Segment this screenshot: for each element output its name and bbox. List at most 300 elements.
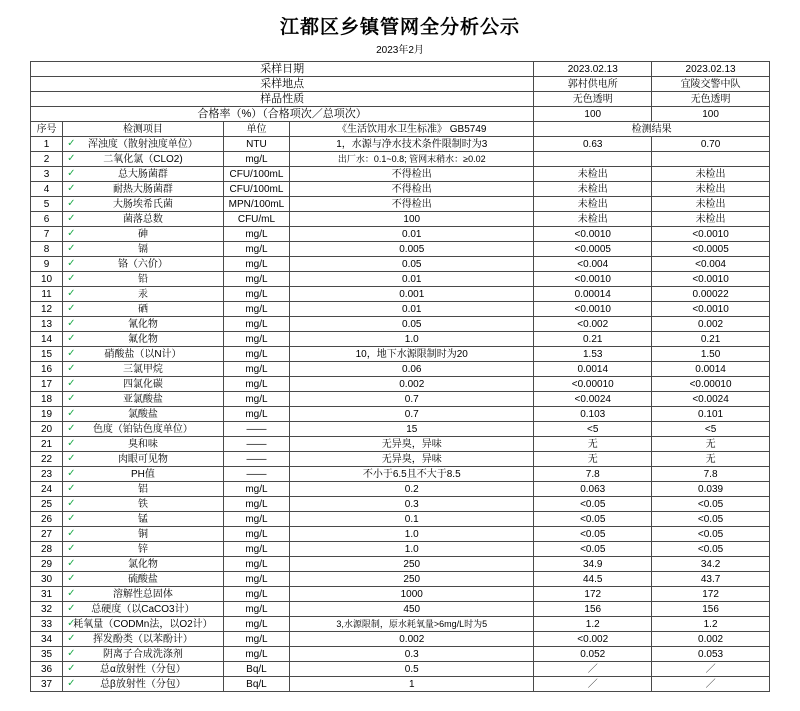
row-item-label: 锰 xyxy=(137,513,148,525)
checkmark-icon: ✓ xyxy=(67,498,76,509)
sample-place-col1: 郭村供电所 xyxy=(534,77,652,92)
row-standard: 15 xyxy=(290,422,534,437)
row-result-1: <0.0010 xyxy=(534,302,652,317)
row-item-label: 臭和味 xyxy=(127,438,158,450)
row-result-1: 7.8 xyxy=(534,467,652,482)
table-row xyxy=(31,227,770,242)
table-row xyxy=(31,587,770,602)
table-row xyxy=(31,647,770,662)
row-standard: 100 xyxy=(290,212,534,227)
checkmark-icon: ✓ xyxy=(67,663,76,674)
checkmark-icon: ✓ xyxy=(67,288,76,299)
checkmark-icon: ✓ xyxy=(67,528,76,539)
row-standard: 不小于6.5且不大于8.5 xyxy=(290,467,534,482)
row-result-1: <0.05 xyxy=(534,512,652,527)
row-unit: mg/L xyxy=(223,392,289,407)
row-result-2: 0.053 xyxy=(652,647,770,662)
row-standard: 不得检出 xyxy=(290,167,534,182)
row-unit: NTU xyxy=(223,137,289,152)
row-unit: —— xyxy=(223,437,289,452)
row-item-name xyxy=(63,347,224,362)
checkmark-icon: ✓ xyxy=(67,363,76,374)
row-unit: —— xyxy=(223,422,289,437)
checkmark-icon: ✓ xyxy=(67,393,76,404)
row-result-1: 未检出 xyxy=(534,182,652,197)
checkmark-icon: ✓ xyxy=(67,483,76,494)
row-result-2: 0.70 xyxy=(652,137,770,152)
table-row xyxy=(31,302,770,317)
row-result-1: 44.5 xyxy=(534,572,652,587)
row-index: 2 xyxy=(31,152,63,167)
row-item-name xyxy=(63,167,224,182)
row-index: 7 xyxy=(31,227,63,242)
row-index: 26 xyxy=(31,512,63,527)
row-item-label: 四氯化碳 xyxy=(122,378,163,390)
row-unit: mg/L xyxy=(223,377,289,392)
row-result-2: <0.05 xyxy=(652,497,770,512)
row-item-label: 大肠埃希氏菌 xyxy=(112,198,173,210)
row-standard: 0.005 xyxy=(290,242,534,257)
row-standard: 450 xyxy=(290,602,534,617)
table-row xyxy=(31,407,770,422)
row-item-label: 总硬度（以CaCO3计） xyxy=(91,603,195,615)
sample-place-row xyxy=(31,77,770,92)
row-item-name xyxy=(63,287,224,302)
row-standard: 0.002 xyxy=(290,632,534,647)
row-result-2: 未检出 xyxy=(652,212,770,227)
checkmark-icon: ✓ xyxy=(67,423,76,434)
row-result-1: ／ xyxy=(534,677,652,692)
sample-property-col2: 无色透明 xyxy=(652,92,770,107)
row-item-name xyxy=(63,602,224,617)
row-item-label: 铅 xyxy=(137,273,148,285)
row-item-name xyxy=(63,617,224,632)
row-item-label: 耗氧量（CODMn法，以O2计） xyxy=(73,618,213,630)
row-index: 30 xyxy=(31,572,63,587)
row-item-label: 铝 xyxy=(137,483,148,495)
row-unit: mg/L xyxy=(223,242,289,257)
row-unit: mg/L xyxy=(223,257,289,272)
row-unit: mg/L xyxy=(223,332,289,347)
row-index: 32 xyxy=(31,602,63,617)
row-result-1: <5 xyxy=(534,422,652,437)
row-unit: mg/L xyxy=(223,227,289,242)
row-item-label: PH值 xyxy=(130,468,155,480)
row-result-2: 0.0014 xyxy=(652,362,770,377)
table-row xyxy=(31,617,770,632)
row-item-label: 氰化物 xyxy=(127,318,158,330)
checkmark-icon: ✓ xyxy=(67,348,76,359)
col-header-item: 检测项目 xyxy=(63,122,224,137)
sample-place-label: 采样地点 xyxy=(31,77,534,92)
page-title: 江都区乡镇管网全分析公示 xyxy=(279,17,520,38)
row-item-label: 氯化物 xyxy=(127,558,158,570)
table-row xyxy=(31,332,770,347)
row-item-name xyxy=(63,587,224,602)
row-result-2: ／ xyxy=(652,662,770,677)
row-result-2: <0.0010 xyxy=(652,302,770,317)
row-result-2: 无 xyxy=(652,437,770,452)
row-item-label: 硝酸盐（以N计） xyxy=(104,348,182,360)
row-standard: 1.0 xyxy=(290,542,534,557)
row-item-name xyxy=(63,377,224,392)
checkmark-icon: ✓ xyxy=(67,258,76,269)
row-result-2: <0.0024 xyxy=(652,392,770,407)
row-standard: 0.01 xyxy=(290,272,534,287)
checkmark-icon: ✓ xyxy=(67,678,76,689)
checkmark-icon: ✓ xyxy=(67,243,76,254)
table-row xyxy=(31,662,770,677)
sample-date-col1: 2023.02.13 xyxy=(534,62,652,77)
row-result-1: 34.9 xyxy=(534,557,652,572)
row-item-label: 氯酸盐 xyxy=(127,408,158,420)
checkmark-icon: ✓ xyxy=(67,648,76,659)
row-result-2: <0.0010 xyxy=(652,272,770,287)
row-index: 10 xyxy=(31,272,63,287)
table-row xyxy=(31,257,770,272)
row-unit: CFU/100mL xyxy=(223,182,289,197)
row-item-label: 二氧化氯（CLO2) xyxy=(103,153,183,165)
table-row xyxy=(31,392,770,407)
data-rows xyxy=(31,137,770,692)
row-index: 23 xyxy=(31,467,63,482)
row-item-name xyxy=(63,392,224,407)
row-result-1: 1.53 xyxy=(534,347,652,362)
row-index: 5 xyxy=(31,197,63,212)
row-unit: Bq/L xyxy=(223,677,289,692)
table-row xyxy=(31,437,770,452)
table-row xyxy=(31,452,770,467)
table-row xyxy=(31,347,770,362)
row-result-2: 0.039 xyxy=(652,482,770,497)
sample-property-col1: 无色透明 xyxy=(534,92,652,107)
row-item-label: 汞 xyxy=(137,288,148,300)
row-item-name xyxy=(63,257,224,272)
row-standard: 1000 xyxy=(290,587,534,602)
row-standard: 3,水源限制，原水耗氧量>6mg/L时为5 xyxy=(290,617,534,632)
row-result-1: <0.0005 xyxy=(534,242,652,257)
row-item-name xyxy=(63,467,224,482)
checkmark-icon: ✓ xyxy=(67,603,76,614)
row-result-1: 无 xyxy=(534,437,652,452)
row-index: 22 xyxy=(31,452,63,467)
row-result-1: <0.0010 xyxy=(534,227,652,242)
row-item-name xyxy=(63,437,224,452)
row-item-name xyxy=(63,407,224,422)
row-unit: MPN/100mL xyxy=(223,197,289,212)
row-index: 36 xyxy=(31,662,63,677)
table-body xyxy=(31,62,770,137)
checkmark-icon: ✓ xyxy=(67,153,76,164)
row-item-label: 总β放射性（分包） xyxy=(100,678,186,690)
row-unit: mg/L xyxy=(223,602,289,617)
row-result-1: 0.63 xyxy=(534,137,652,152)
pass-rate-col1: 100 xyxy=(534,107,652,122)
row-unit: mg/L xyxy=(223,572,289,587)
row-item-label: 硒 xyxy=(137,303,148,315)
row-result-1: 0.00014 xyxy=(534,287,652,302)
checkmark-icon: ✓ xyxy=(67,303,76,314)
checkmark-icon: ✓ xyxy=(67,618,76,629)
row-result-2: 0.00022 xyxy=(652,287,770,302)
row-item-label: 铁 xyxy=(137,498,148,510)
row-result-1: <0.05 xyxy=(534,527,652,542)
table-row xyxy=(31,317,770,332)
row-unit: mg/L xyxy=(223,632,289,647)
row-item-name xyxy=(63,137,224,152)
row-item-label: 溶解性总固体 xyxy=(112,588,173,600)
column-header-row xyxy=(31,122,770,137)
row-standard: 0.001 xyxy=(290,287,534,302)
row-index: 33 xyxy=(31,617,63,632)
row-result-2: 7.8 xyxy=(652,467,770,482)
row-standard: 1 xyxy=(290,677,534,692)
row-item-name xyxy=(63,422,224,437)
row-standard: 无异臭，异味 xyxy=(290,437,534,452)
row-result-1: 无 xyxy=(534,452,652,467)
row-item-label: 色度（铂钴色度单位） xyxy=(92,423,193,435)
checkmark-icon: ✓ xyxy=(67,198,76,209)
row-unit: mg/L xyxy=(223,497,289,512)
table-row xyxy=(31,377,770,392)
analysis-table xyxy=(30,61,770,692)
row-result-1: <0.00010 xyxy=(534,377,652,392)
row-result-1: <0.004 xyxy=(534,257,652,272)
table-row xyxy=(31,287,770,302)
row-standard: 0.3 xyxy=(290,497,534,512)
row-item-name xyxy=(63,317,224,332)
pass-rate-label: 合格率（%）（合格项次／总项次） xyxy=(31,107,534,122)
col-header-standard: 《生活饮用水卫生标准》 GB5749 xyxy=(290,122,534,137)
row-unit: mg/L xyxy=(223,542,289,557)
row-index: 37 xyxy=(31,677,63,692)
pass-rate-col2: 100 xyxy=(652,107,770,122)
row-index: 8 xyxy=(31,242,63,257)
checkmark-icon: ✓ xyxy=(67,378,76,389)
row-result-2: 156 xyxy=(652,602,770,617)
row-unit: mg/L xyxy=(223,302,289,317)
row-item-name xyxy=(63,197,224,212)
row-item-label: 总α放射性（分包） xyxy=(100,663,186,675)
sample-property-label: 样品性质 xyxy=(31,92,534,107)
row-item-name xyxy=(63,182,224,197)
row-standard: 0.002 xyxy=(290,377,534,392)
row-result-1: <0.05 xyxy=(534,497,652,512)
col-header-result: 检测结果 xyxy=(534,122,770,137)
row-unit: mg/L xyxy=(223,512,289,527)
row-result-1: 未检出 xyxy=(534,197,652,212)
row-index: 4 xyxy=(31,182,63,197)
row-item-name xyxy=(63,452,224,467)
row-index: 19 xyxy=(31,407,63,422)
row-standard: 1.0 xyxy=(290,332,534,347)
sample-date-label: 采样日期 xyxy=(31,62,534,77)
row-unit: mg/L xyxy=(223,482,289,497)
row-standard: 0.7 xyxy=(290,407,534,422)
checkmark-icon: ✓ xyxy=(67,468,76,479)
row-index: 13 xyxy=(31,317,63,332)
checkmark-icon: ✓ xyxy=(67,318,76,329)
row-result-2: <5 xyxy=(652,422,770,437)
row-result-1: <0.0010 xyxy=(534,272,652,287)
table-row xyxy=(31,137,770,152)
table-row xyxy=(31,362,770,377)
sample-property-row xyxy=(31,92,770,107)
row-unit: mg/L xyxy=(223,587,289,602)
row-index: 3 xyxy=(31,167,63,182)
table-row xyxy=(31,197,770,212)
checkmark-icon: ✓ xyxy=(67,573,76,584)
row-result-1: 0.103 xyxy=(534,407,652,422)
row-result-1: 0.0014 xyxy=(534,362,652,377)
checkmark-icon: ✓ xyxy=(67,453,76,464)
row-index: 31 xyxy=(31,587,63,602)
row-item-label: 亚氯酸盐 xyxy=(122,393,163,405)
table-row xyxy=(31,242,770,257)
checkmark-icon: ✓ xyxy=(67,438,76,449)
table-row xyxy=(31,497,770,512)
checkmark-icon: ✓ xyxy=(67,558,76,569)
table-row xyxy=(31,482,770,497)
row-result-2: <0.00010 xyxy=(652,377,770,392)
row-standard: 0.7 xyxy=(290,392,534,407)
table-row xyxy=(31,542,770,557)
row-result-2: 未检出 xyxy=(652,182,770,197)
row-result-2: 172 xyxy=(652,587,770,602)
table-row xyxy=(31,422,770,437)
row-item-label: 浑浊度（散射浊度单位） xyxy=(87,138,198,150)
row-result-1 xyxy=(534,152,652,167)
row-result-2: <0.004 xyxy=(652,257,770,272)
row-unit: mg/L xyxy=(223,347,289,362)
row-result-2 xyxy=(652,152,770,167)
row-standard: 1，水源与净水技术条件限制时为3 xyxy=(290,137,534,152)
row-standard: 0.3 xyxy=(290,647,534,662)
row-index: 15 xyxy=(31,347,63,362)
row-item-label: 三氯甲烷 xyxy=(122,363,163,375)
row-result-2: ／ xyxy=(652,677,770,692)
table-row xyxy=(31,212,770,227)
row-index: 14 xyxy=(31,332,63,347)
row-item-name xyxy=(63,272,224,287)
row-unit: mg/L xyxy=(223,557,289,572)
row-unit: mg/L xyxy=(223,272,289,287)
row-result-1: 0.052 xyxy=(534,647,652,662)
row-result-1: <0.05 xyxy=(534,542,652,557)
row-item-name xyxy=(63,227,224,242)
row-item-label: 硫酸盐 xyxy=(127,573,158,585)
row-standard: 250 xyxy=(290,572,534,587)
checkmark-icon: ✓ xyxy=(67,588,76,599)
row-result-2: 未检出 xyxy=(652,197,770,212)
row-standard: 0.5 xyxy=(290,662,534,677)
row-standard: 不得检出 xyxy=(290,197,534,212)
row-standard: 250 xyxy=(290,557,534,572)
row-item-name xyxy=(63,497,224,512)
row-unit: —— xyxy=(223,467,289,482)
row-standard: 0.06 xyxy=(290,362,534,377)
sample-date-col2: 2023.02.13 xyxy=(652,62,770,77)
row-item-label: 菌落总数 xyxy=(122,213,163,225)
row-item-name xyxy=(63,677,224,692)
checkmark-icon: ✓ xyxy=(67,183,76,194)
row-unit: mg/L xyxy=(223,647,289,662)
row-result-1: <0.0024 xyxy=(534,392,652,407)
row-item-label: 铜 xyxy=(137,528,148,540)
row-index: 11 xyxy=(31,287,63,302)
row-item-name xyxy=(63,362,224,377)
row-unit: mg/L xyxy=(223,362,289,377)
row-unit: —— xyxy=(223,452,289,467)
row-result-2: 1.2 xyxy=(652,617,770,632)
row-item-name xyxy=(63,527,224,542)
row-unit: CFU/100mL xyxy=(223,167,289,182)
row-result-1: ／ xyxy=(534,662,652,677)
row-result-1: 0.063 xyxy=(534,482,652,497)
row-index: 25 xyxy=(31,497,63,512)
row-index: 34 xyxy=(31,632,63,647)
row-result-2: <0.0010 xyxy=(652,227,770,242)
row-item-label: 总大肠菌群 xyxy=(117,168,168,180)
row-result-2: 34.2 xyxy=(652,557,770,572)
table-row xyxy=(31,602,770,617)
row-standard: 1.0 xyxy=(290,527,534,542)
checkmark-icon: ✓ xyxy=(67,168,76,179)
row-standard: 0.01 xyxy=(290,302,534,317)
page-subtitle: 2023年2月 xyxy=(376,45,424,56)
row-index: 12 xyxy=(31,302,63,317)
checkmark-icon: ✓ xyxy=(67,543,76,554)
row-result-2: 43.7 xyxy=(652,572,770,587)
row-result-1: 0.21 xyxy=(534,332,652,347)
row-unit: mg/L xyxy=(223,617,289,632)
row-item-name xyxy=(63,212,224,227)
row-standard: 0.2 xyxy=(290,482,534,497)
checkmark-icon: ✓ xyxy=(67,633,76,644)
row-item-label: 锌 xyxy=(137,543,148,555)
row-result-1: <0.002 xyxy=(534,632,652,647)
row-unit: mg/L xyxy=(223,287,289,302)
row-item-label: 肉眼可见物 xyxy=(117,453,168,465)
row-index: 16 xyxy=(31,362,63,377)
row-result-1: 172 xyxy=(534,587,652,602)
row-result-2: <0.0005 xyxy=(652,242,770,257)
row-result-2: <0.05 xyxy=(652,527,770,542)
row-index: 20 xyxy=(31,422,63,437)
row-item-label: 阴离子合成洗涤剂 xyxy=(102,648,183,660)
row-item-label: 镉 xyxy=(137,243,148,255)
row-unit: mg/L xyxy=(223,152,289,167)
checkmark-icon: ✓ xyxy=(67,513,76,524)
checkmark-icon: ✓ xyxy=(67,408,76,419)
row-item-label: 铬（六价） xyxy=(117,258,168,270)
row-item-name xyxy=(63,632,224,647)
row-item-label: 挥发酚类（以苯酚计） xyxy=(92,633,193,645)
row-result-2: 0.101 xyxy=(652,407,770,422)
checkmark-icon: ✓ xyxy=(67,138,76,149)
row-index: 6 xyxy=(31,212,63,227)
checkmark-icon: ✓ xyxy=(67,273,76,284)
row-item-name xyxy=(63,662,224,677)
row-item-name xyxy=(63,572,224,587)
row-result-1: 未检出 xyxy=(534,212,652,227)
row-item-name xyxy=(63,152,224,167)
row-result-2: 0.002 xyxy=(652,317,770,332)
row-unit: CFU/mL xyxy=(223,212,289,227)
sample-date-row xyxy=(31,62,770,77)
row-index: 24 xyxy=(31,482,63,497)
row-result-2: 0.002 xyxy=(652,632,770,647)
